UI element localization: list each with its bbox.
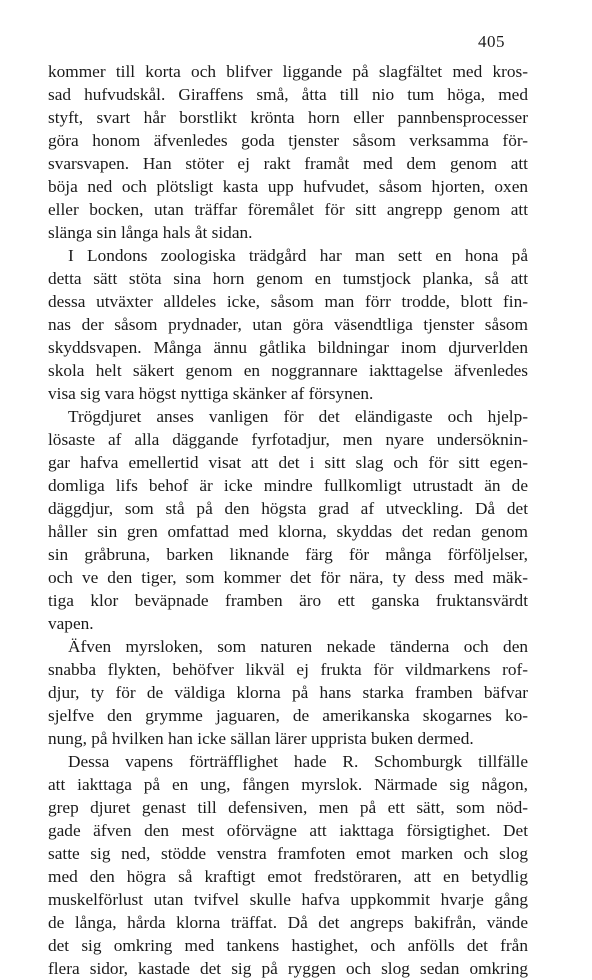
- text-line: grep djuret genast till defensiven, men på ett sätt, som nöd-: [48, 798, 528, 817]
- text-line: med den högra så kraftigt emot fredstöraren, att en betydlig: [48, 867, 528, 886]
- text-line: däggdjur, som stå på den högsta grad af utveckling. Då det: [48, 499, 528, 518]
- text-line: sin gråbruna, barken liknande färg för många förföljelser,: [48, 545, 528, 564]
- text-line: de långa, hårda klorna träffat. Då det angreps bakifrån, vände: [48, 913, 528, 932]
- text-line: och ve den tiger, som kommer det för nära, ty dess med mäk-: [48, 568, 528, 587]
- text-line: gade äfven den mest oförvägne att iakttaga försigtighet. Det: [48, 821, 528, 840]
- text-line: satte sig ned, stödde venstra framfoten emot marken och slog: [48, 844, 528, 863]
- text-line: det sig omkring med tankens hastighet, och anfölls det från: [48, 936, 528, 955]
- text-line: tiga klor beväpnade framben äro ett ganska fruktansvärdt: [48, 591, 528, 610]
- text-line: domliga lifs behof är icke mindre fullkomligt utrustadt än de: [48, 476, 528, 495]
- text-line: böja ned och plötsligt kasta upp hufvudet, såsom hjorten, oxen: [48, 177, 528, 196]
- text-line: nas der såsom prydnader, utan göra väsendtliga tjenster såsom: [48, 315, 528, 334]
- text-line: håller sin gren omfattad med klorna, skyddas det redan genom: [48, 522, 528, 541]
- text-line: slänga sin långa hals åt sidan.: [48, 223, 253, 242]
- text-line: Äfven myrsloken, som naturen nekade tänderna och den: [68, 637, 528, 656]
- text-line: dessa utväxter alldeles icke, såsom man förr trodde, blott fin-: [48, 292, 528, 311]
- text-line: vapen.: [48, 614, 94, 633]
- text-line: djur, ty för de väldiga klorna på hans starka framben bäfvar: [48, 683, 528, 702]
- text-line: I Londons zoologiska trädgård har man sett en hona på: [68, 246, 528, 265]
- text-line: lösaste af alla däggande fyrfotadjur, men nyare undersöknin-: [48, 430, 528, 449]
- text-line: svarsvapen. Han stöter ej rakt framåt med dem genom att: [48, 154, 528, 173]
- text-line: detta sätt stöta sina horn genom en tumstjock planka, så att: [48, 269, 528, 288]
- text-line: sad hufvudskål. Giraffens små, åtta till nio tum höga, med: [48, 85, 528, 104]
- text-line: kommer till korta och blifver liggande på slagfältet med kros-: [48, 62, 528, 81]
- text-line: snabba flykten, behöfver likväl ej frukta för vildmarkens rof-: [48, 660, 528, 679]
- text-line: skyddsvapen. Många ännu gåtlika bildningar inom djurverlden: [48, 338, 528, 357]
- text-line: skola helt säkert genom en noggrannare iakttagelse äfvenledes: [48, 361, 528, 380]
- text-line: göra honom äfvenledes goda tjenster såsom verksamma för-: [48, 131, 528, 150]
- text-line: nung, på hvilken han icke sällan lärer upprista buken dermed.: [48, 729, 474, 748]
- text-line: eller bocken, utan träffar föremålet för sitt angrepp genom att: [48, 200, 528, 219]
- text-line: att iakttaga på en ung, fången myrslok. Närmade sig någon,: [48, 775, 528, 794]
- text-line: sjelfve den grymme jaguaren, de amerikanska skogarnes ko-: [48, 706, 528, 725]
- text-line: visa sig vara högst nyttiga skänker af försynen.: [48, 384, 374, 403]
- page-number: 405: [478, 32, 505, 51]
- text-line: Trögdjuret anses vanligen för det eländigaste och hjelp-: [68, 407, 528, 426]
- text-line: gar hafva emellertid visat att det i sitt slag och för sitt egen-: [48, 453, 528, 472]
- text-line: muskelförlust utan tvifvel skulle hafva uppkommit hvarje gång: [48, 890, 528, 909]
- text-line: flera sidor, kastade det sig på ryggen och slog sedan omkring: [48, 959, 528, 978]
- text-line: Dessa vapens förträfflighet hade R. Schomburgk tillfälle: [68, 752, 528, 771]
- text-line: styft, svart hår borstlikt krönta horn eller pannbensprocesser: [48, 108, 528, 127]
